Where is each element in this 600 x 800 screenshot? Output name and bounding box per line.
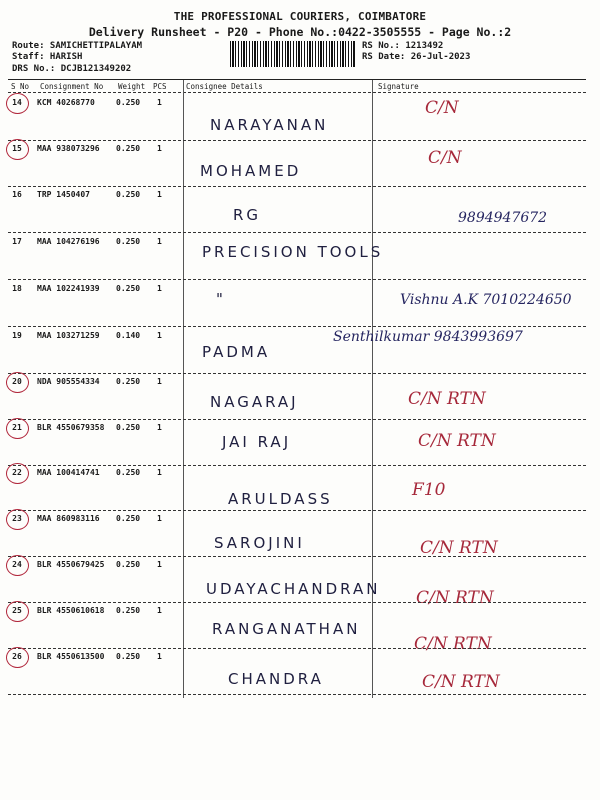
col-consignee-header: Consignee Details xyxy=(186,82,263,91)
consignment-number: MAA 103271259 xyxy=(37,331,100,340)
weight-value: 0.250 xyxy=(116,606,141,615)
pcs-value: 1 xyxy=(157,144,162,153)
consignee-name: UDAYACHANDRAN xyxy=(206,580,381,598)
row-separator xyxy=(8,602,586,603)
weight-value: 0.140 xyxy=(116,331,141,340)
consignment-number: BLR 4550679425 xyxy=(37,560,105,569)
weight-value: 0.250 xyxy=(116,237,141,246)
consignment-number: MAA 938073296 xyxy=(37,144,100,153)
consignment-number: MAA 102241939 xyxy=(37,284,100,293)
serial-number: 14 xyxy=(12,98,22,107)
staff-label: Staff: HARISH xyxy=(12,52,83,62)
col-weight-header: Weight xyxy=(118,82,146,91)
weight-value: 0.250 xyxy=(116,468,141,477)
weight-value: 0.250 xyxy=(116,190,141,199)
rs-number: RS No.: 1213492 xyxy=(362,41,444,51)
rs-date: RS Date: 26-Jul-2023 xyxy=(362,52,471,62)
consignment-number: MAA 104276196 xyxy=(37,237,100,246)
pcs-value: 1 xyxy=(157,606,162,615)
consignee-name: RANGANATHAN xyxy=(212,620,361,638)
pcs-value: 1 xyxy=(157,652,162,661)
weight-value: 0.250 xyxy=(116,423,141,432)
company-title: THE PROFESSIONAL COURIERS, COIMBATORE xyxy=(173,10,427,23)
signature-entry: C/N RTN xyxy=(418,431,496,451)
weight-value: 0.250 xyxy=(116,514,141,523)
serial-number: 19 xyxy=(12,331,22,340)
row-separator xyxy=(8,326,586,327)
barcode xyxy=(230,41,355,67)
signature-entry: C/N RTN xyxy=(414,634,492,654)
serial-number: 23 xyxy=(12,514,22,523)
signature-entry: Vishnu A.K 7010224650 xyxy=(400,292,572,308)
drs-number: DRS No.: DCJB121349202 xyxy=(12,64,132,74)
consignee-name: PRECISION TOOLS xyxy=(202,243,384,261)
consignment-number: NDA 905554334 xyxy=(37,377,100,386)
serial-number: 22 xyxy=(12,468,22,477)
consignee-name: " xyxy=(216,290,226,308)
consignee-name: NAGARAJ xyxy=(210,393,299,411)
pcs-value: 1 xyxy=(157,284,162,293)
pcs-value: 1 xyxy=(157,190,162,199)
pcs-value: 1 xyxy=(157,331,162,340)
consignee-name: PADMA xyxy=(202,343,271,361)
serial-number: 16 xyxy=(12,190,22,199)
pcs-value: 1 xyxy=(157,514,162,523)
row-separator xyxy=(8,140,586,141)
row-separator xyxy=(8,373,586,374)
consignee-name: JAI RAJ xyxy=(222,433,292,451)
weight-value: 0.250 xyxy=(116,377,141,386)
consignee-name: SAROJINI xyxy=(214,534,305,552)
consignment-number: KCM 40268770 xyxy=(37,98,95,107)
row-separator xyxy=(8,510,586,511)
row-separator xyxy=(8,186,586,187)
consignee-name: RG xyxy=(233,206,262,224)
header-separator xyxy=(8,92,586,93)
signature-entry: C/N xyxy=(428,148,462,168)
consignee-name: ARULDASS xyxy=(228,490,333,508)
pcs-value: 1 xyxy=(157,560,162,569)
weight-value: 0.250 xyxy=(116,98,141,107)
weight-value: 0.250 xyxy=(116,144,141,153)
signature-entry: C/N xyxy=(425,98,459,118)
column-divider xyxy=(372,80,373,698)
consignment-number: BLR 4550613500 xyxy=(37,652,105,661)
serial-number: 21 xyxy=(12,423,22,432)
consignment-number: TRP 1450407 xyxy=(37,190,90,199)
table-top-border xyxy=(8,79,586,80)
signature-entry: C/N RTN xyxy=(422,672,500,692)
col-sno-header: S No xyxy=(11,82,30,91)
serial-number: 18 xyxy=(12,284,22,293)
consignment-number: MAA 860983116 xyxy=(37,514,100,523)
pcs-value: 1 xyxy=(157,468,162,477)
serial-number: 20 xyxy=(12,377,22,386)
pcs-value: 1 xyxy=(157,423,162,432)
consignment-number: MAA 100414741 xyxy=(37,468,100,477)
signature-entry: C/N RTN xyxy=(420,538,498,558)
signature-entry: 9894947672 xyxy=(458,210,548,226)
row-separator xyxy=(8,694,586,695)
pcs-value: 1 xyxy=(157,237,162,246)
serial-number: 15 xyxy=(12,144,22,153)
consignee-name: NARAYANAN xyxy=(210,116,329,134)
col-consignment-header: Consignment No xyxy=(40,82,104,91)
weight-value: 0.250 xyxy=(116,284,141,293)
column-divider xyxy=(183,80,184,698)
signature-entry: Senthilkumar 9843993697 xyxy=(333,329,523,345)
row-separator xyxy=(8,419,586,420)
row-separator xyxy=(8,556,586,557)
col-signature-header: Signature xyxy=(378,82,419,91)
route-label: Route: SAMICHETTIPALAYAM xyxy=(12,41,143,51)
weight-value: 0.250 xyxy=(116,652,141,661)
consignment-number: BLR 4550679358 xyxy=(37,423,105,432)
serial-number: 17 xyxy=(12,237,22,246)
signature-entry: C/N RTN xyxy=(408,389,486,409)
row-separator xyxy=(8,465,586,466)
serial-number: 25 xyxy=(12,606,22,615)
weight-value: 0.250 xyxy=(116,560,141,569)
consignment-number: BLR 4550610618 xyxy=(37,606,105,615)
signature-entry: F10 xyxy=(412,480,446,500)
serial-number: 26 xyxy=(12,652,22,661)
row-separator xyxy=(8,279,586,280)
runsheet-subtitle: Delivery Runsheet - P20 - Phone No.:0422-3505555 - Page No.:2 xyxy=(88,25,512,39)
serial-number: 24 xyxy=(12,560,22,569)
pcs-value: 1 xyxy=(157,377,162,386)
signature-entry: C/N RTN xyxy=(416,588,494,608)
consignee-name: MOHAMED xyxy=(200,162,302,180)
pcs-value: 1 xyxy=(157,98,162,107)
row-separator xyxy=(8,232,586,233)
col-pcs-header: PCS xyxy=(153,82,167,91)
consignee-name: CHANDRA xyxy=(228,670,324,688)
row-separator xyxy=(8,648,586,649)
